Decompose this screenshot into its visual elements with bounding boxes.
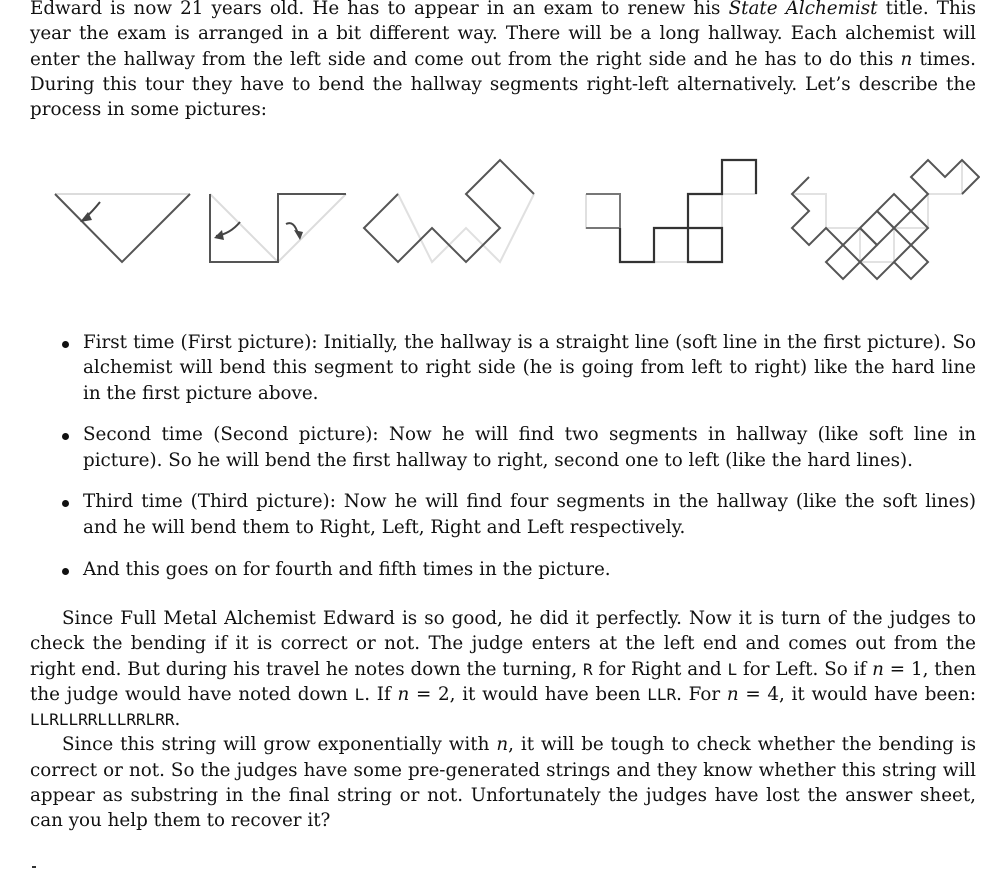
text-segment: = 1, then the judge would have noted down (30, 658, 976, 705)
picture-5 (792, 160, 979, 279)
text-segment: Since this string will grow exponentially with (62, 734, 497, 756)
bullet-item-2 (30, 422, 976, 473)
intro-text-c: times. During this tour they have to bend the hallway segments right-left alternatively. Let’s describe the process in some pictures: (30, 48, 976, 121)
variable-n: n (397, 683, 410, 705)
picture-4 (586, 160, 756, 262)
page-cut-mark (32, 866, 36, 868)
bullet-item-1 (30, 330, 976, 406)
judges-paragraph-2 (30, 732, 976, 833)
bullet-item-4 (30, 557, 976, 582)
intro-text-b: title. This year the exam is arranged in a bit different way. There will be a long hallway. Each alchemist will enter the hallway from the left side and come out from the right side and he has to do this (30, 0, 976, 70)
variable-n: n (726, 683, 739, 705)
text-segment: = 4, it would have been: (738, 683, 977, 705)
text-segment: Since Full Metal Alchemist Edward is so good, he did it perfectly. Now it is turn of the judges to check the bending if it is correct or not. The judge enters at the left end and comes out from the right end. But during his travel he notes down the turning, (30, 608, 976, 680)
picture-3 (364, 160, 534, 262)
variable-n: n (496, 734, 509, 756)
dragon-curve-figures (50, 150, 980, 290)
variable-n: n (872, 658, 884, 680)
folding-pictures (50, 150, 980, 290)
picture-1 (55, 194, 190, 262)
text-segment: for Right and (592, 658, 728, 680)
code-L: L (727, 659, 738, 679)
bullet-dot (62, 341, 69, 348)
code-n4-string: LLRLLRRLLLRRLRR (30, 710, 175, 730)
bullet-text: And this goes on for fourth and fifth times in the picture. (83, 558, 611, 580)
judges-section (30, 606, 976, 834)
picture-2 (210, 194, 346, 262)
text-segment: , it will be tough to check whether the bending is correct or not. So the judges have some pre-generated strings and they know whether this string will appear as substring in the final string or not. Unfortunately the judges have lost the answer sheet, can you help them to recover it? (30, 734, 976, 832)
code-n2-string: LLR (647, 684, 677, 704)
text-segment: . For (676, 683, 727, 705)
state-alchemist-title: State Alchemist (728, 0, 878, 19)
judges-paragraph-1 (30, 606, 976, 732)
bullet-item-3 (30, 489, 976, 540)
bullet-dot (62, 433, 69, 440)
text-segment: . If (364, 683, 398, 705)
bullet-list (30, 330, 976, 598)
code-n1-string: L (354, 684, 365, 704)
intro-text-a: Edward is now 21 years old. He has to appear in an exam to renew his (30, 0, 729, 19)
bullet-dot (62, 500, 69, 507)
variable-n: n (900, 48, 913, 70)
intro-paragraph (30, 0, 976, 122)
bullet-text: Third time (Third picture): Now he will find four segments in the hallway (like the soft lines) and he will bend them to Right, Left, Right and Left respectively. (83, 491, 976, 538)
text-segment: . (174, 709, 181, 731)
text-segment: for Left. So if (737, 658, 873, 680)
bullet-text: Second time (Second picture): Now he will find two segments in hallway (like soft line in picture). So he will bend the first hallway to right, second one to left (like the hard lines). (83, 424, 976, 471)
code-R: R (583, 659, 593, 679)
text-segment: = 2, it would have been (409, 683, 648, 705)
bullet-dot (62, 568, 69, 575)
bullet-text: First time (First picture): Initially, the hallway is a straight line (soft line in the first picture). So alchemist will bend this segment to right side (he is going from left to right) like the hard line in the first picture above. (83, 332, 976, 404)
